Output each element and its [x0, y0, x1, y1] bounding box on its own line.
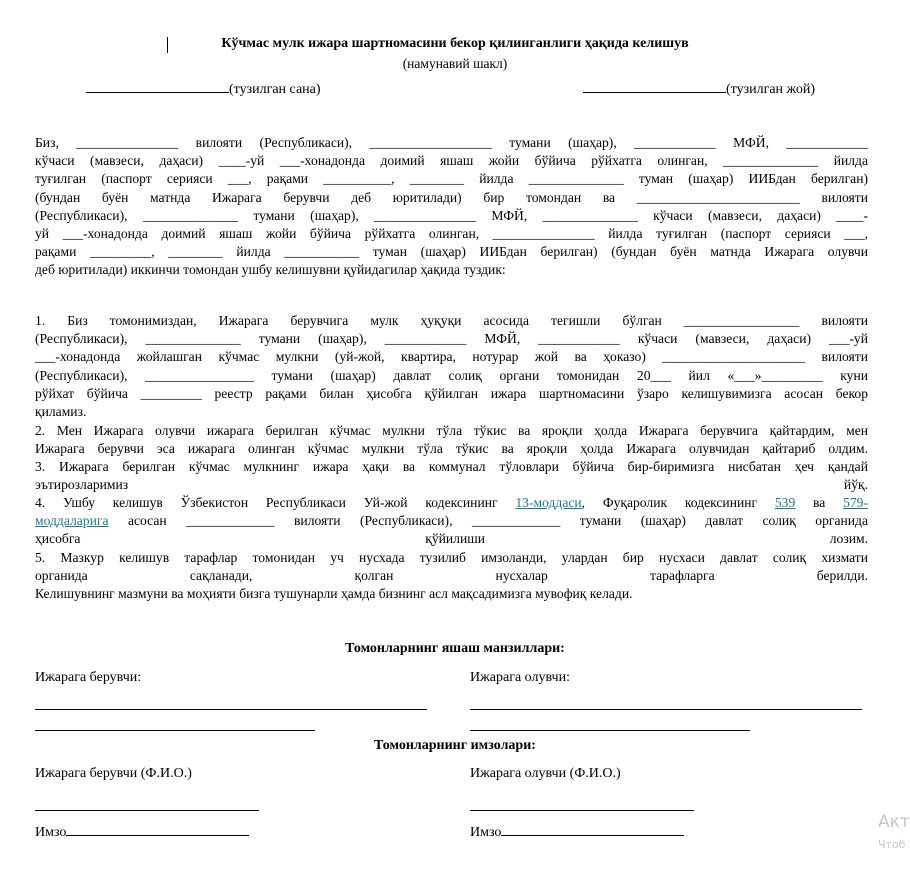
clause-4-line-1 [35, 494, 868, 512]
lessee-sign-blank[interactable] [501, 823, 684, 836]
lessor-address-line-2[interactable] [35, 730, 315, 731]
lessee-address-line-1[interactable] [470, 709, 862, 710]
clause-4-text-1: 4. Ушбу келишув Ўзбекистон Республикаси Уй-жой кодексининг [35, 495, 498, 510]
clause-1-line-2: (Республикаси), ______________ тумани (шаҳар), ____________ МФЙ, ____________ кўчаси (мавзеси, даҳаси) ___-уй [35, 331, 868, 347]
clause-1 [35, 312, 868, 421]
lessee-signature[interactable] [470, 823, 684, 841]
intro-line-5: (Республикаси), ______________ тумани (шаҳар), _______________ МФЙ, ______________ кўчаси (мавзеси, даҳаси) ____- [35, 207, 868, 223]
clause-1-line-1: 1. Биз томонимиздан, Ижарага берувчига мулк ҳуқуқи асосида тегишли бўлган _________________ вилояти [35, 313, 868, 328]
intro-line-8: деб юритилади) иккинчи томондан ушбу келишувни қуйидагилар ҳақида туздик: [35, 262, 506, 278]
clause-3 [35, 458, 868, 494]
clause-4-text-2: , Фуқаролик кодексининг [581, 495, 758, 510]
activation-watermark-title: Акт [878, 812, 910, 832]
intro-line-3: туғилган (паспорт серияси ___, рақами __________, ________ йилда ______________ туман (шаҳар) ИИБдан берилган) [35, 171, 868, 187]
lessor-fio-line[interactable] [35, 810, 259, 811]
clause-2-line-1: 2. Мен Ижарага олувчи ижарага берилган кўчмас мулкни тўла тўкис ва яроқли ҳолда Ижарага берувчига қайтардим, мен [35, 423, 868, 438]
lessor-signature[interactable] [35, 823, 249, 841]
lessee-sign-label: Имзо [470, 825, 502, 840]
date-field[interactable] [86, 80, 321, 98]
clause-1-line-6: қиламиз. [35, 404, 87, 420]
civil-code-article-579-link[interactable]: 579- [843, 495, 868, 510]
place-label: (тузилган жой) [726, 82, 816, 97]
place-field[interactable] [583, 80, 815, 98]
clause-4-l3-mid: қўйилиши [425, 531, 485, 547]
intro-line-2: кўчаси (мавзеси, даҳаси) ____-уй ___-хонадонда доимий яшаш жойи бўйича рўйхатга олинган, ______________ йилда [35, 153, 868, 169]
clause-4 [35, 494, 868, 549]
clause-3-end: йўқ. [843, 477, 868, 493]
lessee-address-line-2[interactable] [470, 730, 750, 731]
date-label: (тузилган сана) [229, 82, 321, 97]
clause-4-l3-left: ҳисобга [35, 531, 81, 547]
clause-5 [35, 549, 868, 604]
clause-1-line-3: ___-хонадонда жойлашган кўчмас мулкни (уй-жой, квартира, нотурар жой ва ҳоказо) _____________________ вилояти [35, 349, 868, 365]
lessor-fio-label: Ижарага берувчи (Ф.И.О.) [35, 766, 192, 781]
clause-3-line-2 [35, 476, 868, 494]
clause-5-line-1: 5. Мазкур келишув тарафлар томонидан уч нусхада тузилиб имзоланди, улардан бир нусхаси давлат солиқ хизмати [35, 550, 868, 565]
clause-1-line-4: (Республикаси), ________________ тумани (шаҳар) давлат солиқ органи томонидан 20___ йил «___»_________ куни [35, 367, 868, 383]
document-title: Кўчмас мулк ижара шартномасини бекор қилинганлиги ҳақида келишув [221, 36, 689, 51]
intro-line-6: уй ___-хонадонда доимий яшаш жойи бўйича рўйхатга олинган, _______________ йилда туғилган (паспорт серияси ___, [35, 226, 868, 242]
activation-watermark-subtitle: Чтоб [878, 838, 906, 851]
clause-4-and: ва [813, 495, 826, 510]
intro-line-4: (бундан буён матнда Ижарага берувчи деб юритилади) бир томондан ва ________________________ вилояти [35, 189, 868, 205]
addresses-heading: Томонларнинг яшаш манзиллари: [345, 641, 565, 656]
lessee-address-label: Ижарага олувчи: [470, 670, 570, 685]
clause-2-line-2: Ижарага берувчи эса ижарага олинган кўчмас мулкни тўла тўкис ва яроқли ҳолда Ижарага олувчидан қайтариб олдим. [35, 441, 868, 457]
clause-2 [35, 422, 868, 458]
lessor-sign-label: Имзо [35, 825, 67, 840]
lessor-address-label: Ижарага берувчи: [35, 670, 142, 685]
signatures-heading: Томонларнинг имзолари: [374, 738, 536, 753]
place-blank[interactable] [583, 80, 726, 93]
intro-line-1: Биз, _______________ вилояти (Республикаси), __________________ тумани (шаҳар), ____________ МФЙ, ____________ [35, 135, 868, 150]
intro-paragraph [35, 134, 868, 280]
date-blank[interactable] [86, 80, 229, 93]
clause-4-line-3 [35, 530, 868, 548]
civil-code-articles-link-cont[interactable]: моддаларига [35, 513, 109, 529]
clause-4-rest: асосан _____________ вилояти (Республикаси), _____________ тумани (шаҳар) давлат солиқ органида [127, 513, 868, 529]
clause-3-line-1: 3. Ижарага берилган кўчмас мулкнинг ижара ҳақи ва коммунал тўловлари бўйича бир-биримизга нисбатан ҳеч қандай [35, 459, 868, 474]
lessor-address-line-1[interactable] [35, 709, 427, 710]
document-subtitle: (намунавий шакл) [402, 56, 508, 71]
intro-line-7: рақами _________, ________ йилда ___________ туман (шаҳар) ИИБдан берилган) (бундан буён матнда Ижарага олувчи [35, 244, 868, 260]
civil-code-article-539-link[interactable]: 539 [774, 495, 796, 510]
clause-3-word: эътирозларимиз [35, 477, 129, 493]
clause-4-line-2 [35, 512, 868, 530]
lessee-fio-label: Ижарага олувчи (Ф.И.О.) [470, 766, 621, 781]
lessee-fio-line[interactable] [470, 810, 694, 811]
housing-code-article-link[interactable]: 13-моддаси [515, 495, 582, 510]
lessor-sign-blank[interactable] [66, 823, 249, 836]
clause-1-line-5: рўйхат бўйича _________ реестр рақами билан ҳисобга қўйилган ижара шартномасини ўзаро келишувимизга асосан бекор [35, 385, 868, 401]
clause-4-l3-right: лозим. [829, 531, 868, 547]
clause-5-line-2: органида сақланади, қолган нусхалар тарафларга берилди. [35, 568, 868, 584]
clause-5-line-3: Келишувнинг мазмуни ва моҳияти бизга тушунарли ҳамда бизнинг асл мақсадимизга мувофиқ келади. [35, 586, 633, 602]
